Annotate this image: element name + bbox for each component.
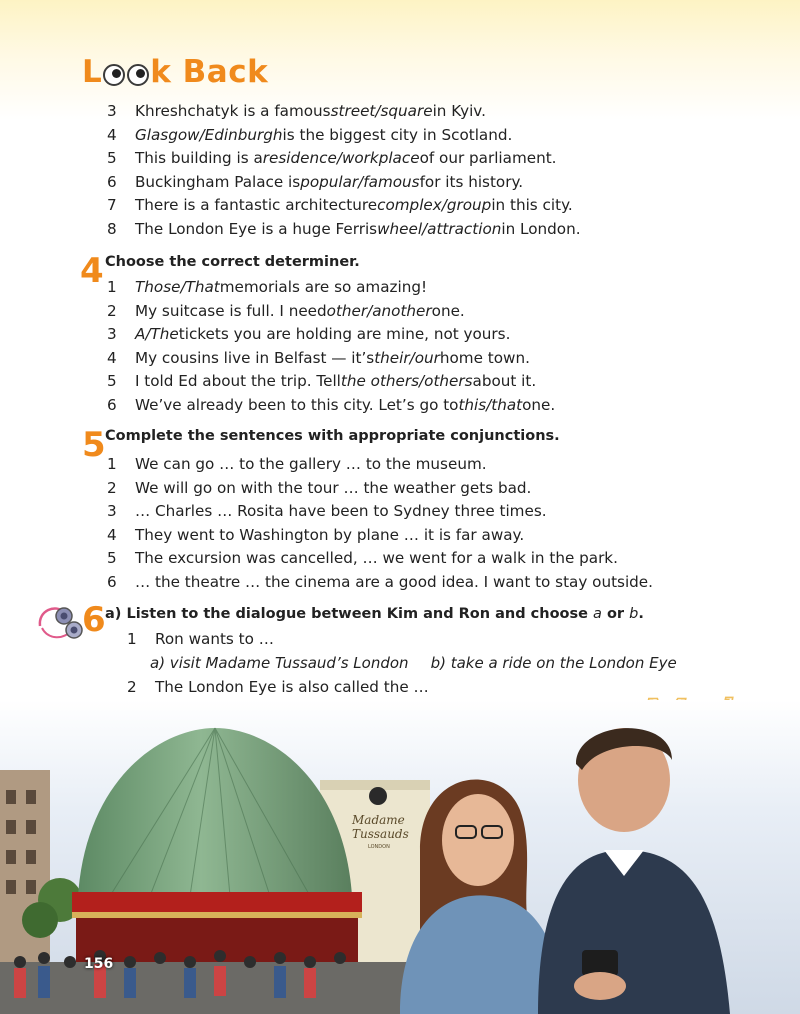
exercise-4-list	[107, 276, 555, 418]
list-item: 1 Those/That memorials are so amazing!	[107, 278, 428, 296]
svg-text:Tussauds: Tussauds	[352, 827, 409, 841]
question-2: 2 The London Eye is also called the …	[127, 678, 429, 696]
list-item: 2 We will go on with the tour … the weather gets bad.	[107, 478, 532, 497]
list-item: 3 … Charles … Rosita have been to Sydney three times.	[107, 502, 547, 521]
list-item: 5 The excursion was cancelled, … we went for a walk in the park.	[107, 549, 618, 568]
exercise-5-instruction: Complete the sentences with appropriate conjunctions.	[105, 428, 560, 444]
list-item: 4 They went to Washington by plane … it is far away.	[107, 525, 525, 544]
title-letter: L	[82, 54, 103, 90]
list-item: 6 … the theatre … the cinema are a good idea. I want to stay outside.	[107, 572, 653, 591]
list-item: 7 There is a fantastic architecture complex/group in this city.	[107, 196, 573, 215]
exercise-5-number: 5	[82, 425, 106, 465]
list-item: 6 We’ve already been to this city. Let’s go to this/that one.	[107, 395, 556, 414]
exercise-4-instruction: Choose the correct determiner.	[105, 254, 360, 270]
exercise-4-number: 4	[80, 251, 104, 291]
title-rest: k Back	[150, 54, 269, 90]
eye-icon	[127, 64, 149, 86]
list-item: 6 Buckingham Palace is popular/famous for its history.	[107, 172, 524, 191]
list-item: 4 My cousins live in Belfast — it’s their/our home town.	[107, 348, 530, 367]
page-number: 156	[84, 956, 114, 972]
svg-text:LONDON: LONDON	[368, 844, 390, 850]
exercise-6-number: 6	[82, 600, 106, 640]
look-back-title	[82, 50, 268, 94]
list-item: 3 Khreshchatyk is a famous street/square in Kyiv.	[107, 102, 486, 120]
eye-icon	[103, 64, 125, 86]
list-item: 2 My suitcase is full. I need other/another one.	[107, 301, 465, 320]
question-1: 1 Ron wants to …	[127, 630, 274, 648]
list-item: 4 Glasgow/Edinburgh is the biggest city in Scotland.	[107, 125, 513, 144]
exercise-6-instruction: a) Listen to the dialogue between Kim and Ron and choose a or b.	[105, 606, 644, 622]
question-1-options: a) visit Madame Tussaud’s London b) take a ride on the London Eye	[150, 654, 677, 672]
headphones-icon	[34, 602, 88, 642]
exercise-5-list	[107, 453, 653, 595]
list-item: 8 The London Eye is a huge Ferris wheel/attraction in London.	[107, 219, 581, 238]
list-item: 1 We can go … to the gallery … to the museum.	[107, 455, 487, 473]
list-item: 3 A/The tickets you are holding are mine, not yours.	[107, 325, 511, 344]
svg-text:Madame: Madame	[352, 813, 405, 827]
list-item: 5 This building is a residence/workplace of our parliament.	[107, 149, 557, 168]
list-item: 5 I told Ed about the trip. Tell the others/others about it.	[107, 372, 537, 391]
exercise-3-list	[107, 100, 581, 242]
madame-tussauds-photo	[0, 700, 800, 1014]
